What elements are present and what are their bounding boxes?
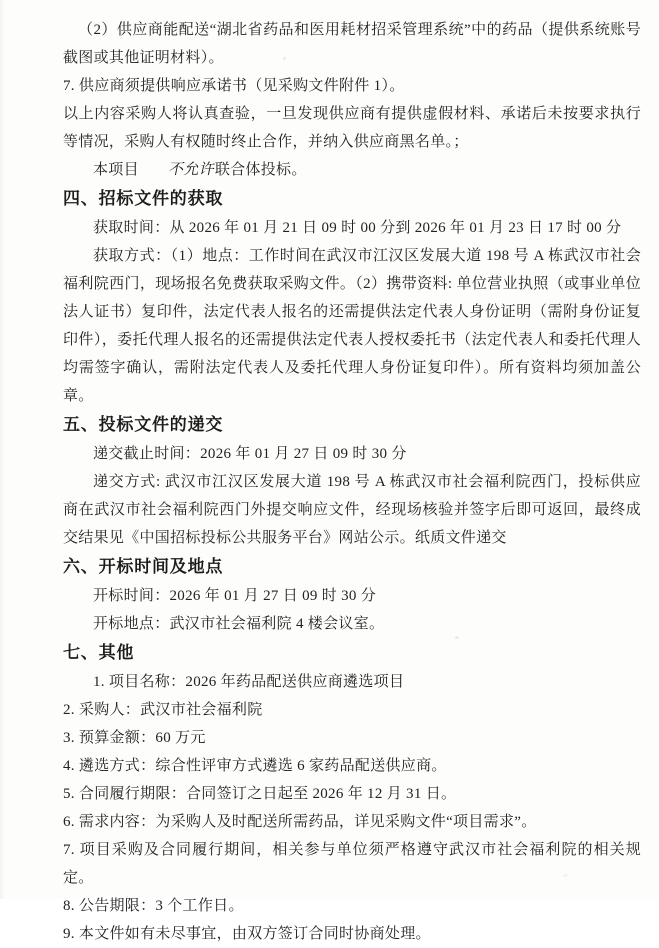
para-other-item-5: 5. 合同履行期限：合同签订之日起至 2026 年 12 月 31 日。 [63, 786, 457, 802]
para-other-item-9: 9. 本文件如有未尽事宜，由双方签订合同时协商处理。 [63, 926, 431, 942]
para-other-item-7: 7. 项目采购及合同履行期间，相关参与单位须严格遵守武汉市社会福利院的相关规定。 [63, 842, 641, 886]
para-other-item-3: 3. 预算金额：60 万元 [63, 730, 206, 746]
para-other-item-6: 6. 需求内容：为采购人及时配送所需药品，详见采购文件“项目需求”。 [63, 814, 537, 830]
para-submit-method: 递交方式: 武汉市江汉区发展大道 198 号 A 栋武汉市社会福利院西门，投标供应商在武汉市社会福利院西门外提交响应文件，经现场核验并签字后即可返回，最终成交结果见《中国招标投标公共服务平台》网站公示。纸质文件递交 [63, 474, 641, 546]
heading-section-opening: 六、开标时间及地点 [63, 557, 224, 576]
no-consortium-prefix: 本项目 [93, 162, 139, 178]
para-no-consortium [63, 156, 641, 184]
heading-section-submit: 五、投标文件的递交 [63, 415, 224, 434]
para-other-item-2: 2. 采购人：武汉市社会福利院 [63, 702, 263, 718]
para-other-item-1: 1. 项目名称：2026 年药品配送供应商遴选项目 [93, 674, 405, 690]
para-verification-warning: 以上内容采购人将认真查验，一旦发现供应商有提供虚假材料、承诺后未按要求执行等情况，采购人有权随时终止合作，并纳入供应商黑名单。； [63, 106, 641, 150]
heading-section-obtain: 四、招标文件的获取 [63, 189, 224, 208]
no-consortium-emphasis: 不允许 [167, 162, 217, 178]
para-submit-deadline: 递交截止时间：2026 年 01 月 27 日 09 时 30 分 [93, 446, 407, 462]
para-supplier-delivery-system: （2）供应商能配送“湖北省药品和医用耗材招采管理系统”中的药品（提供系统账号截图或其他证明材料）。 [63, 22, 641, 66]
para-response-commitment: 7. 供应商须提供响应承诺书（见采购文件附件 1）。 [63, 78, 405, 94]
no-consortium-suffix: 联合体投标。 [214, 162, 307, 178]
para-other-item-4: 4. 遴选方式：综合性评审方式遴选 6 家药品配送供应商。 [63, 758, 447, 774]
para-other-item-8: 8. 公告期限：3 个工作日。 [63, 898, 244, 914]
para-opening-place: 开标地点：武汉市社会福利院 4 楼会议室。 [93, 616, 385, 632]
para-obtain-time: 获取时间：从 2026 年 01 月 21 日 09 时 00 分到 2026 年 01 月 23 日 17 时 00 分 [93, 220, 622, 236]
heading-section-other: 七、其他 [63, 643, 135, 662]
document-body [63, 16, 641, 948]
para-opening-time: 开标时间：2026 年 01 月 27 日 09 时 30 分 [93, 588, 377, 604]
para-obtain-method: 获取方式：（1）地点：工作时间在武汉市江汉区发展大道 198 号 A 栋武汉市社会福利院西门，现场报名免费获取采购文件。（2）携带资料: 单位营业执照（或事业单位法人证书）复印件，法定代表人报名的还需提供法定代表人身份证明（需附身份证复印件），委托代理人报名的还需提供法定代表人授权委托书（法定代表人和委托代理人均需签字确认，需附法定代表人及委托代理人身份证复印件）。所有资料均须加盖公章。 [63, 248, 641, 404]
